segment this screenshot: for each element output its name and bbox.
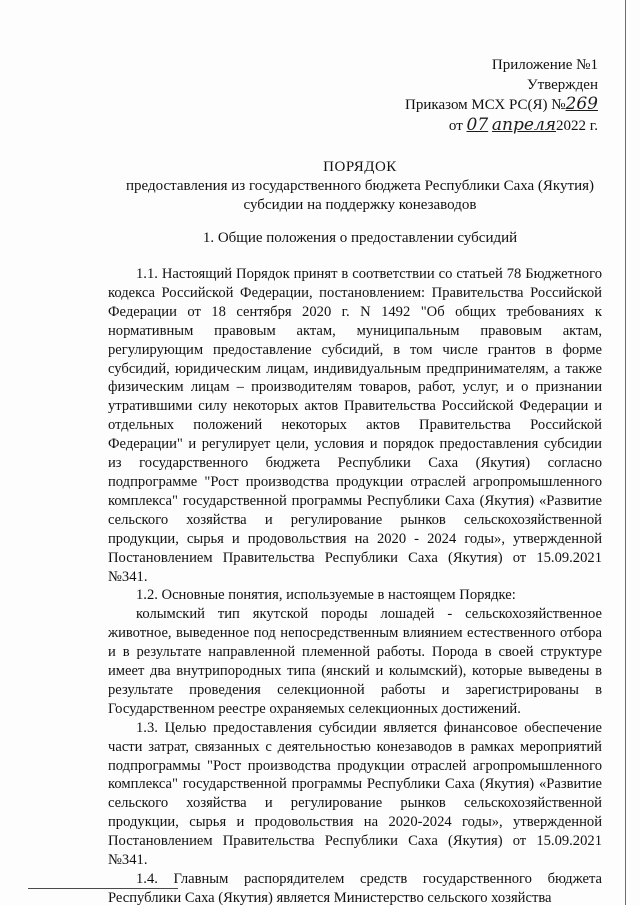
paragraph-1-2: 1.2. Основные понятия, используемые в настоящем Порядке:: [136, 587, 516, 604]
paragraph-1-1: 1.1. Настоящий Порядок принят в соответствии со статьей 78 Бюджетного кодекса Российской Федерации, постановлением: Правительства Российской Федерации от 18 сентября 2020 г. N 1492 "Об общих требованиях к нормативным правовым актам, муниципальным правовым актам, регулирующим предоставление субсидий, в том числе грантов в форме субсидий, юридическим лицам, индивидуальным предпринимателям, а также физическим лицам – производителям товаров, работ, услуг, и о признании утратившими силу некоторых актов Правительства Российской Федерации и отдельных положений некоторых актов Правительства Российской Федерации" и регулирует цели, условия и порядок предоставления субсидии из государственного бюджета Республики Саха (Якутия) согласно подпрограмме "Рост производства продукции отраслей агропромышленного комплекса" государственной программы Республики Саха (Якутия) «Развитие сельского хозяйства и регулирование рынков сельскохозяйственной продукции, сырья и продовольствия на 2020 - 2024 годы», утвержденной Постановлением Правительства Республики Саха (Якутия) от 15.09.2021 №341.: [108, 266, 602, 585]
order-number-handwritten: 269: [565, 94, 598, 114]
date-line: [405, 116, 598, 137]
document-title-block: [100, 158, 620, 215]
paragraph-1-4: 1.4. Главным распорядителем средств государственного бюджета Республики Саха (Якутия) является Министерство сельского хозяйства: [108, 871, 602, 906]
section-1-heading: 1. Общие положения о предоставлении субсидий: [202, 230, 518, 246]
order-prefix: Приказом МСХ РС(Я) №: [405, 97, 566, 113]
paragraph-1-2-definition: колымский тип якутской породы лошадей - сельскохозяйственное животное, выведенное под непосредственным влиянием естественного отбора и в результате направленной племенной работы. Порода в своей структуре имеет два внутрипородных типа (янский и колымский), которые выведены в результате проведения селекционной работы и зарегистрированы в Государственном реестре охраняемых селекционных достижений.: [108, 606, 602, 717]
date-month-handwritten: апреля: [491, 114, 557, 135]
document-title: ПОРЯДОК: [323, 159, 397, 175]
date-year: 2022 г.: [556, 117, 598, 134]
approval-block: [405, 56, 598, 136]
scan-edge-line: [625, 0, 626, 905]
order-line: [405, 95, 598, 116]
document-subtitle-line-2: субсидии на поддержку конезаводов: [243, 197, 477, 213]
document-subtitle-line-1: предоставления из государственного бюджета Республики Саха (Якутия): [126, 178, 594, 194]
date-prefix: от: [448, 117, 463, 134]
document-body: [108, 265, 602, 908]
paragraph-1-3: 1.3. Целью предоставления субсидии является финансовое обеспечение части затрат, связанных с деятельностью конезаводов в рамках мероприятий подпрограммы "Рост производства продукции отраслей агропромышленного комплекса" государственной программы Республики Саха (Якутия) «Развитие сельского хозяйства и регулирование рынков сельскохозяйственной продукции, сырья и продовольствия на 2020-2024 годы», утвержденной Постановлением Правительства Республики Саха (Якутия) от 15.09.2021 №341.: [108, 719, 602, 869]
date-day-handwritten: 07: [466, 114, 489, 135]
footnote-rule: [28, 888, 178, 889]
appendix-label: Приложение №1: [491, 57, 598, 73]
approved-label: Утвержден: [526, 76, 598, 93]
